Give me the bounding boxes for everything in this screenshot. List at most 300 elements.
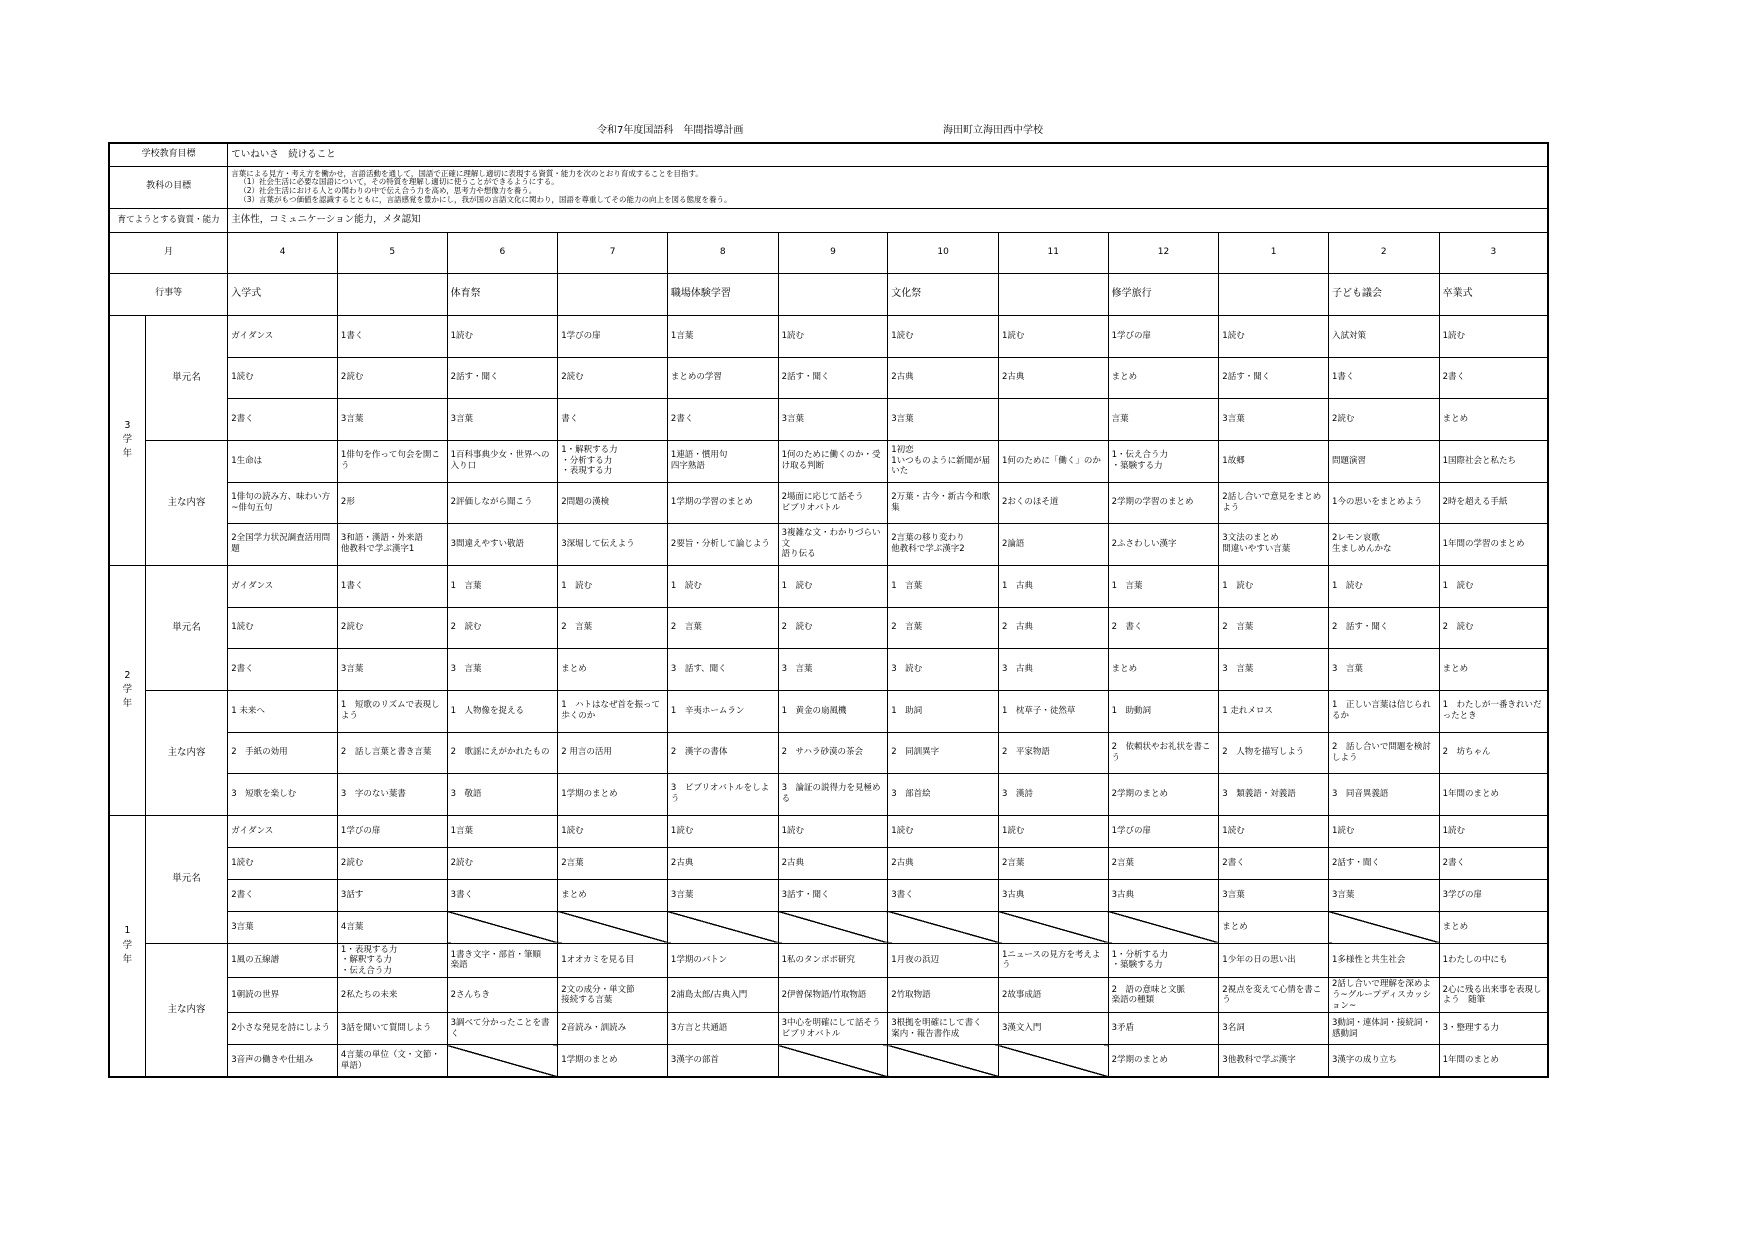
cell-text: 1 読む xyxy=(1222,580,1254,591)
cell-text: 1読む xyxy=(561,825,584,836)
event-cell: 修学旅行 xyxy=(1108,273,1219,315)
cell-text: 3話す xyxy=(340,889,364,900)
cell-text: 3言葉 xyxy=(231,921,254,932)
unit-cell xyxy=(1219,847,1329,879)
cell-text: 入試対策 xyxy=(1331,330,1366,341)
grade3-units-row xyxy=(109,357,1548,398)
subject-goal-line: （2）社会生活における人との関わりの中で伝え合う力を高め，思考力や想像力を養う。 xyxy=(239,186,537,195)
unit-cell xyxy=(998,879,1108,911)
cell-text: 1 読む xyxy=(561,580,593,591)
grade2-units-row xyxy=(109,565,1548,607)
cell-text: 1百科事典少女・世界への入り口 xyxy=(450,450,550,471)
cell-text: 3言葉 xyxy=(1222,889,1245,900)
abilities-row xyxy=(109,208,1548,232)
cell-text: 2 用言の活用 xyxy=(561,747,612,758)
content-cell xyxy=(447,978,558,1013)
cell-text: 1初恋 1いつものように新聞が届いた xyxy=(891,445,991,477)
content-cell xyxy=(447,482,558,523)
cell-text: 2 読む xyxy=(1442,622,1474,633)
cell-text: 1読む xyxy=(891,330,914,341)
cell-text: まとめ xyxy=(1442,921,1469,932)
cell-text: まとめの学習 xyxy=(670,372,722,383)
cell-text: 2 言葉 xyxy=(891,622,923,633)
content-cell xyxy=(1328,482,1439,523)
month-cell: 12 xyxy=(1108,232,1219,273)
cell-text: 1学びの扉 xyxy=(340,825,381,836)
cell-text: 言葉 xyxy=(1111,413,1129,424)
cell-text: 3話を聞いて質問しよう xyxy=(340,1023,432,1034)
cell-text: 1読む xyxy=(781,825,805,836)
cell-text: 2 人物を描写しよう xyxy=(1222,747,1305,758)
unit-cell xyxy=(1108,847,1219,879)
subject-goal-row xyxy=(109,166,1548,208)
content-cell xyxy=(888,943,999,978)
unit-cell xyxy=(667,879,778,911)
content-cell xyxy=(778,732,888,773)
content-cell xyxy=(337,1013,447,1045)
cell-text: 3書く xyxy=(891,889,914,900)
cell-text: 2書く xyxy=(1442,372,1466,383)
unit-cell xyxy=(667,357,778,398)
cell-text: 1言葉 xyxy=(670,330,694,341)
content-cell xyxy=(337,690,447,732)
content-cell xyxy=(1328,440,1439,482)
unit-cell xyxy=(558,847,668,879)
cell-text: 1言葉 xyxy=(450,825,473,836)
content-cell xyxy=(1108,1013,1219,1045)
unit-cell xyxy=(1219,879,1329,911)
cell-text: 2話す・聞く xyxy=(781,372,830,383)
cell-text: まとめ xyxy=(1111,372,1138,383)
unit-cell xyxy=(337,648,447,690)
unit-cell xyxy=(667,847,778,879)
cell-text: 2話す・聞く xyxy=(450,372,499,383)
cell-text: ガイダンス xyxy=(231,580,274,591)
cell-text: 3古典 xyxy=(1001,889,1025,900)
month-cell: 8 xyxy=(667,232,778,273)
cell-text: 1読む xyxy=(1222,825,1245,836)
cell-text: 3 部首絵 xyxy=(891,788,931,799)
cell-text: 3言葉 xyxy=(670,889,694,900)
cell-text: 2ふさわしい漢字 xyxy=(1111,538,1177,549)
grade1-units-row xyxy=(109,847,1548,879)
cell-text: 1年間のまとめ xyxy=(1442,788,1500,799)
content-cell xyxy=(558,773,668,815)
cell-text: 2書く xyxy=(1222,857,1245,868)
cell-text: 3 言葉 xyxy=(1331,663,1363,674)
cell-text: 2書く xyxy=(1442,857,1466,868)
cell-text: 3中心を明確にして話そう ビブリオバトル xyxy=(781,1018,890,1039)
unit-cell xyxy=(558,879,668,911)
cell-text: 1連語・慣用句 四字熟語 xyxy=(670,450,728,471)
cell-text: 2書く xyxy=(231,663,254,674)
annual-plan-table xyxy=(108,142,1549,1078)
unit-cell xyxy=(337,847,447,879)
unit-cell xyxy=(1328,815,1439,847)
content-cell xyxy=(1439,1013,1548,1045)
cell-text: 2読む xyxy=(561,372,584,383)
cell-text: まとめ xyxy=(561,663,587,674)
content-cell xyxy=(778,1045,888,1077)
unit-cell xyxy=(888,648,999,690)
content-cell xyxy=(667,732,778,773)
cell-text: 3書く xyxy=(450,889,473,900)
cell-text: 1読む xyxy=(1222,330,1245,341)
unit-cell xyxy=(558,315,668,357)
grade1-contents-row xyxy=(109,943,1548,978)
unit-cell xyxy=(1108,879,1219,911)
content-cell xyxy=(1439,690,1548,732)
cell-text: 1 枕草子・徒然草 xyxy=(1001,705,1076,716)
grade2-contents-row xyxy=(109,773,1548,815)
cell-text: 2 言葉 xyxy=(670,622,702,633)
cell-text: 2 歌謡にえがかれたもの xyxy=(450,747,550,758)
cell-text: 問題演習 xyxy=(1331,455,1366,466)
cell-text: 1 読む xyxy=(670,580,702,591)
content-cell xyxy=(337,440,447,482)
content-cell xyxy=(778,690,888,732)
unit-cell xyxy=(447,911,558,943)
cell-text: 3 古典 xyxy=(1001,663,1033,674)
cell-text: 3矛盾 xyxy=(1111,1023,1135,1034)
content-cell xyxy=(1219,978,1329,1013)
unit-cell xyxy=(667,607,778,648)
unit-cell xyxy=(888,815,999,847)
cell-text: 3言葉 xyxy=(340,663,364,674)
unit-cell xyxy=(1219,357,1329,398)
cell-text: 1わたしの中にも xyxy=(1442,955,1508,966)
grade-label-text: 3 学 年 xyxy=(122,419,133,460)
content-cell xyxy=(1108,943,1219,978)
cell-text: 2万葉・古今・新古今和歌集 xyxy=(891,491,991,513)
cell-text: 1読む xyxy=(670,825,694,836)
cell-text: 2小さな発見を詩にしよう xyxy=(231,1023,331,1034)
cell-text: 3深堀して伝えよう xyxy=(561,538,635,549)
content-cell xyxy=(228,773,338,815)
cell-text: 2 サハラ砂漠の茶会 xyxy=(781,747,863,758)
cell-text: 1読む xyxy=(231,857,254,868)
cell-text: 1朝読の世界 xyxy=(231,990,280,1000)
cell-text: 2心に残る出来事を表現しよう 随筆 xyxy=(1442,984,1542,1006)
cell-text: 1書く xyxy=(340,580,364,591)
unit-cell xyxy=(558,398,668,440)
unit-cell xyxy=(1328,398,1439,440)
cell-text: 2読む xyxy=(1331,413,1355,424)
month-cell: 9 xyxy=(778,232,888,273)
cell-text: 2問題の漢検 xyxy=(561,497,610,508)
grade2-units-row xyxy=(109,648,1548,690)
unit-cell xyxy=(888,847,999,879)
content-cell xyxy=(888,482,999,523)
content-cell xyxy=(778,978,888,1013)
content-cell xyxy=(1219,773,1329,815)
cell-text: 2古典 xyxy=(891,857,914,868)
unit-cell xyxy=(1439,847,1548,879)
content-cell xyxy=(667,1045,778,1077)
unit-cell xyxy=(1439,815,1548,847)
unit-cell xyxy=(1108,911,1219,943)
cell-text: 2古典 xyxy=(670,857,694,868)
cell-text: 2要旨・分析して論じよう xyxy=(670,538,770,549)
grade1-units-row xyxy=(109,911,1548,943)
content-cell xyxy=(558,978,668,1013)
content-cell xyxy=(1219,943,1329,978)
cell-text: 2場面に応じて話そう ビブリオバトル xyxy=(781,491,864,513)
unit-cell xyxy=(1328,879,1439,911)
content-cell xyxy=(228,943,338,978)
content-cell xyxy=(337,943,447,978)
content-cell xyxy=(667,1013,778,1045)
unit-cell xyxy=(998,315,1108,357)
unit-cell xyxy=(1439,648,1548,690)
content-cell xyxy=(1439,440,1548,482)
grade1-contents-row xyxy=(109,1045,1548,1077)
cell-text: 2全国学力状況調査活用問題 xyxy=(231,533,331,554)
cell-text: 2 平家物語 xyxy=(1001,747,1050,758)
cell-text: まとめ xyxy=(561,889,587,900)
content-cell xyxy=(998,978,1108,1013)
unit-cell xyxy=(1439,911,1548,943)
cell-text: 2 話し言葉と書き言葉 xyxy=(340,747,432,758)
cell-text: 3 漢詩 xyxy=(1001,788,1033,799)
cell-text: 2 話す・聞く xyxy=(1331,622,1389,633)
cell-text: 1書く xyxy=(340,330,364,341)
cell-text: 3 言葉 xyxy=(1222,663,1254,674)
subject-goal-text xyxy=(228,166,1548,208)
cell-text: 2 言葉 xyxy=(561,622,593,633)
cell-text: 1 ハトはなぜ首を振って歩くのか xyxy=(561,700,660,721)
cell-text: 2言葉 xyxy=(1001,857,1025,868)
events-row xyxy=(109,273,1548,315)
content-cell xyxy=(667,690,778,732)
content-cell xyxy=(447,943,558,978)
cell-text: 1少年の日の思い出 xyxy=(1222,955,1296,966)
unit-cell xyxy=(1219,565,1329,607)
content-cell xyxy=(447,773,558,815)
cell-text: 4言葉の単位（文・文節・単語） xyxy=(340,1049,440,1071)
cell-text: 2私たちの未来 xyxy=(340,990,398,1000)
page-title: 令和7年度国語科 年間指導計画 xyxy=(597,125,744,136)
cell-text: 3複雑な文・わかりづらい文 語り伝る xyxy=(781,528,881,560)
cell-text: 書く xyxy=(561,413,579,424)
unit-cell xyxy=(228,607,338,648)
cell-text: 2故事成語 xyxy=(1001,990,1042,1000)
grade-label-text: 2 学 年 xyxy=(122,669,133,710)
content-cell xyxy=(228,1013,338,1045)
content-cell xyxy=(998,440,1108,482)
content-cell xyxy=(778,440,888,482)
cell-text: 3 読む xyxy=(891,663,923,674)
unit-cell xyxy=(998,607,1108,648)
content-cell xyxy=(1439,1045,1548,1077)
unit-cell xyxy=(778,315,888,357)
cell-text: 1・解釈する力 ・分析する力 ・表現する力 xyxy=(561,445,618,477)
unit-cell xyxy=(1219,815,1329,847)
content-cell xyxy=(998,482,1108,523)
cell-text: 2話し合いで意見をまとめよう xyxy=(1222,491,1322,513)
cell-text: 1月夜の浜辺 xyxy=(891,955,940,966)
event-cell: 卒業式 xyxy=(1439,273,1548,315)
unit-cell xyxy=(447,357,558,398)
unit-cell xyxy=(337,879,447,911)
unit-cell xyxy=(1328,315,1439,357)
grade1-units-row xyxy=(109,879,1548,911)
school-goal-text: ていねいさ 続けること xyxy=(228,143,1548,166)
grade3-contents-row xyxy=(109,482,1548,523)
unit-cell xyxy=(228,815,338,847)
unit-cell xyxy=(558,911,668,943)
unit-cell xyxy=(1108,565,1219,607)
unit-cell xyxy=(1108,357,1219,398)
content-cell xyxy=(228,440,338,482)
unit-cell xyxy=(998,815,1108,847)
cell-text: 2読む xyxy=(450,857,473,868)
grade1-contents-row xyxy=(109,978,1548,1013)
month-cell: 4 xyxy=(228,232,338,273)
cell-text: 2 依頼状やお礼状を書こう xyxy=(1111,741,1211,763)
content-cell xyxy=(998,523,1108,565)
content-cell xyxy=(1328,773,1439,815)
cell-text: 2読む xyxy=(340,857,364,868)
month-cell: 5 xyxy=(337,232,447,273)
unit-cell xyxy=(1439,879,1548,911)
cell-text: 2古典 xyxy=(1001,372,1025,383)
month-row xyxy=(109,232,1548,273)
content-cell xyxy=(558,732,668,773)
unit-cell xyxy=(778,815,888,847)
unit-cell xyxy=(1219,911,1329,943)
unit-cell xyxy=(778,648,888,690)
month-cell: 2 xyxy=(1328,232,1439,273)
content-cell xyxy=(1108,482,1219,523)
cell-text: 2視点を変えて心情を書こう xyxy=(1222,984,1322,1006)
content-cell xyxy=(667,523,778,565)
unit-cell xyxy=(667,315,778,357)
content-cell xyxy=(337,978,447,1013)
unit-cell xyxy=(1328,357,1439,398)
cell-text: 1何のために働くのか・受け取る判断 xyxy=(781,450,881,471)
month-cell: 3 xyxy=(1439,232,1548,273)
cell-text: 3文法のまとめ 間違いやすい言葉 xyxy=(1222,533,1291,554)
content-cell xyxy=(1108,1045,1219,1077)
content-cell xyxy=(888,1013,999,1045)
cell-text: 2話す・聞く xyxy=(1331,857,1380,868)
unit-cell xyxy=(1108,607,1219,648)
cell-text: 2書く xyxy=(670,413,694,424)
cell-text: 1 黄金の扇風機 xyxy=(781,705,847,716)
cell-text: 2評価しながら聞こう xyxy=(450,497,533,508)
content-cell xyxy=(667,440,778,482)
cell-text: 2 語の意味と文脈 楽語の種類 xyxy=(1111,984,1186,1006)
unit-cell xyxy=(337,607,447,648)
cell-text: 2話し合いで理解を深めよう~グループディスカッション~ xyxy=(1331,979,1432,1011)
content-cell xyxy=(228,523,338,565)
unit-cell xyxy=(228,879,338,911)
cell-text: まとめ xyxy=(1111,663,1138,674)
cell-text: 3 ビブリオバトルをしよう xyxy=(670,783,770,804)
content-cell xyxy=(228,978,338,1013)
unit-cell xyxy=(447,815,558,847)
cell-text: 1読む xyxy=(1331,825,1355,836)
content-cell xyxy=(778,773,888,815)
cell-text: 1 言葉 xyxy=(450,580,482,591)
unit-cell xyxy=(1219,648,1329,690)
cell-text: 1 読む xyxy=(1331,580,1363,591)
event-cell xyxy=(558,273,668,315)
cell-text: 2 坊ちゃん xyxy=(1442,747,1491,758)
unit-name-label: 単元名 xyxy=(145,815,228,943)
content-cell xyxy=(1108,440,1219,482)
cell-text: 2おくのほそ道 xyxy=(1001,497,1059,508)
cell-text: 2言葉 xyxy=(561,857,584,868)
main-content-label: 主な内容 xyxy=(145,943,228,1077)
cell-text: 2 手紙の効用 xyxy=(231,747,288,758)
content-cell xyxy=(667,978,778,1013)
unit-name-label: 単元名 xyxy=(145,565,228,690)
unit-cell xyxy=(888,315,999,357)
content-cell xyxy=(1439,943,1548,978)
subject-goal-label: 教科の目標 xyxy=(109,166,228,208)
cell-text: 1読む xyxy=(1442,825,1466,836)
unit-cell xyxy=(1108,315,1219,357)
cell-text: 3話す・聞く xyxy=(781,889,830,900)
content-cell xyxy=(998,943,1108,978)
cell-text: 3 言葉 xyxy=(781,663,813,674)
cell-text: 3 同音異義語 xyxy=(1331,788,1389,799)
unit-cell xyxy=(1108,648,1219,690)
grade2-units-row xyxy=(109,607,1548,648)
cell-text: 2伊曾保物語/竹取物語 xyxy=(781,990,867,1000)
cell-text: 2 同訓異字 xyxy=(891,747,940,758)
content-cell xyxy=(1108,978,1219,1013)
cell-text: 2 読む xyxy=(781,622,813,633)
unit-cell xyxy=(1439,398,1548,440)
unit-cell xyxy=(337,911,447,943)
unit-cell xyxy=(888,911,999,943)
cell-text: 1 助詞 xyxy=(891,705,923,716)
content-cell xyxy=(778,523,888,565)
unit-cell xyxy=(888,879,999,911)
cell-text: 1 走れメロス xyxy=(1222,705,1273,716)
grade2-label xyxy=(109,565,145,815)
cell-text: 1俳句を作って句会を開こう xyxy=(340,450,440,471)
unit-cell xyxy=(337,315,447,357)
unit-cell xyxy=(667,815,778,847)
unit-cell xyxy=(558,357,668,398)
cell-text: 1学期のまとめ xyxy=(561,788,618,799)
cell-text: 1読む xyxy=(231,372,254,383)
cell-text: 3 論証の説得力を見極める xyxy=(781,783,881,804)
unit-cell xyxy=(778,847,888,879)
month-cell: 11 xyxy=(998,232,1108,273)
content-cell xyxy=(228,732,338,773)
cell-text: 3動詞・連体詞・接続詞・感動詞 xyxy=(1331,1018,1431,1039)
content-cell xyxy=(778,1013,888,1045)
subject-goal-line: （1）社会生活に必要な国語について，その特質を理解し適切に使うことができるようにする。 xyxy=(239,177,559,187)
unit-cell xyxy=(337,357,447,398)
unit-cell xyxy=(667,565,778,607)
content-cell xyxy=(1328,1045,1439,1077)
event-cell: 職場体験学習 xyxy=(667,273,778,315)
content-cell xyxy=(667,943,778,978)
content-cell xyxy=(888,523,999,565)
abilities-text: 主体性，コミュニケーション能力，メタ認知 xyxy=(228,208,1548,232)
unit-cell xyxy=(337,398,447,440)
cell-text: 3漢字の成り立ち xyxy=(1331,1055,1397,1066)
grade3-units-row xyxy=(109,315,1548,357)
cell-text: ガイダンス xyxy=(231,330,274,341)
content-cell xyxy=(337,1045,447,1077)
